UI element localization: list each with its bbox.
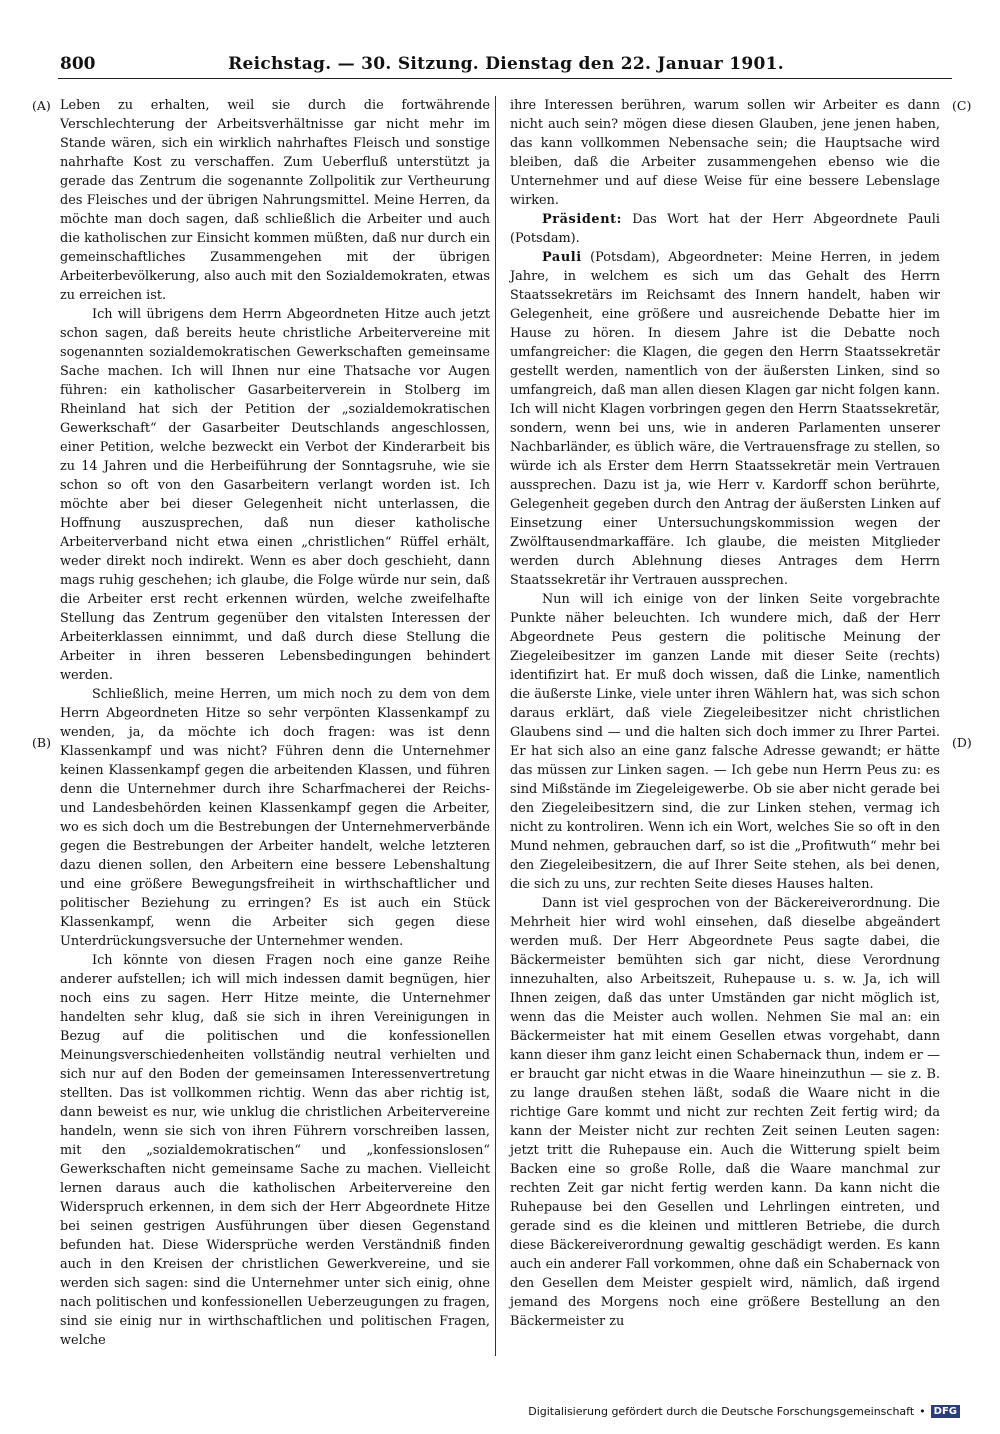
margin-marker-c: (C) bbox=[952, 98, 972, 113]
column-divider bbox=[495, 96, 496, 1356]
header-rule bbox=[58, 78, 952, 79]
left-column bbox=[60, 96, 490, 1350]
paragraph: Ich könnte von diesen Fragen noch eine ganze Reihe anderer aufstellen; ich will mich indessen damit begnügen, hier noch eins zu sagen. Herr Hitze meinte, die Unternehmer handelten sehr klug, daß sie sich in ihren Vereinigungen in Bezug auf die politischen und die konfessionellen Meinungsverschiedenheiten vollständig neutral verhielten und sich nur auf den Boden der gemeinsamen Interessenvertretung stellten. Das ist vollkommen richtig. Wenn das aber richtig ist, dann beweist es nur, wie unklug die christlichen Arbeitervereine handeln, wenn sie sich von ihren Führern vorschreiben lassen, mit den „sozialdemokratischen“ und „konfessionslosen“ Gewerkschaften nicht gemeinsame Sache zu machen. Vielleicht lernen daraus auch die katholischen Arbeitervereine den Widerspruch erkennen, in dem sich der Herr Abgeordnete Hitze bei seinen gestrigen Ausführungen über diesen Gegenstand befunden hat. Diese Widersprüche werden Verständniß finden auch in den Kreisen der christlichen Gewerkvereine, und sie werden sich sagen: sind die Unternehmer unter sich einig, ohne nach politischen und konfessionellen Ueberzeugungen zu fragen, sind sie einig nur in wirthschaftlichen und politischen Fragen, welche bbox=[60, 953, 490, 1348]
paragraph: Leben zu erhalten, weil sie durch die fortwährende Verschlechterung der Arbeitsverhältnisse gar nicht mehr im Stande wären, sich ein wirklich nahrhaftes Fleisch und sonstige nahrhafte Kost zu verschaffen. Zum Ueberfluß unterstützt ja gerade das Zentrum die sogenannte Zollpolitik zur Vertheurung des Fleisches und der übrigen Nahrungsmittel. Meine Herren, da möchte man doch sagen, daß schließlich die Arbeiter und auch die katholischen zur Einsicht kommen müßten, daß nur durch ein gemeinschaftliches Zusammengehen mit der übrigen Arbeiterbevölkerung, also auch mit den Sozialdemokraten, etwas zu erreichen ist. bbox=[60, 98, 490, 303]
paragraph: Ich will übrigens dem Herrn Abgeordneten Hitze auch jetzt schon sagen, daß bereits heute christliche Arbeitervereine mit sogenannten sozialdemokratischen Gewerkschaften gemeinsame Sache machen. Ich will Ihnen nur eine Thatsache vor Augen führen: ein katholischer Gasarbeiterverein in Stolberg im Rheinland hat sich der Petition der „sozialdemokratischen Gewerkschaft“ der Gasarbeiter Deutschlands angeschlossen, einer Petition, welche bezweckt ein Verbot der Kinderarbeit bis zu 14 Jahren und die Herbeiführung der Sonntagsruhe, wie sie schon so oft von den Gasarbeitern verlangt worden ist. Ich möchte aber bei dieser Gelegenheit nicht unterlassen, die Hoffnung auszusprechen, daß nun dieser katholische Arbeiterverband nicht etwa einen „christlichen“ Rüffel erhält, weder direkt noch indirekt. Wenn es aber doch geschieht, dann mags ruhig geschehen; ich glaube, die Folge würde nur sein, daß die Arbeiter erst recht erkennen würden, welche zweifelhafte Stellung das Zentrum gegenüber den vitalsten Interessen der Arbeiterklassen einnimmt, und daß durch diese Stellung die Arbeiter in ihren besseren Lebensbedingungen behindert werden. bbox=[60, 307, 490, 683]
running-title: Reichstag. — 30. Sitzung. Dienstag den 22. Januar 1901. bbox=[228, 54, 784, 74]
credit-text: Digitalisierung gefördert durch die Deutsche Forschungsgemeinschaft bbox=[528, 1405, 915, 1418]
margin-marker-d: (D) bbox=[952, 735, 972, 750]
paragraph: Nun will ich einige von der linken Seite vorgebrachte Punkte näher beleuchten. Ich wundere mich, daß der Herr Abgeordnete Peus gestern die politische Meinung der Ziegeleibesitzer im ganzen Lande mit dieser Seite (rechts) identifizirt hat. Er muß doch wissen, daß die Linke, namentlich die äußerste Linke, viele unter ihren Wählern hat, was sich schon daraus erklärt, daß viele Ziegeleibesitzer nicht christlichen Glaubens sind — und die halten sich doch immer zu Ihrer Partei. Er hat sich also an eine ganz falsche Adresse gewandt; er hätte das müssen zur Linken sagen. — Ich gebe nun Herrn Peus zu: es sind Mißstände im Ziegeleigewerbe. Ob sie aber nicht gerade bei den Ziegeleibesitzern sind, die zur Linken stehen, vermag ich nicht zu kontroliren. Wenn ich ein Wort, welches Sie so oft in den Mund nehmen, gebrauchen darf, so ist die „Profitwuth“ mehr bei den Ziegeleibesitzern, die auf Ihrer Seite stehen, als bei denen, die sich zu uns, zur rechten Seite dieses Hauses halten. bbox=[510, 592, 940, 892]
paragraph: ihre Interessen berühren, warum sollen wir Arbeiter es dann nicht auch sein? mögen diese diesen Glauben, jene jenen haben, das kann vollkommen Nebensache sein; die Hauptsache wird bleiben, daß die Arbeiter zusammengehen ebenso wie die Unternehmer und auf diese Weise für eine bessere Lebenslage wirken. bbox=[510, 98, 940, 208]
paragraph-pauli: Pauli (Potsdam), Abgeordneter: Meine Herren, in jedem Jahre, in welchem es sich um das Gehalt des Herrn Staatssekretärs im Reichsamt des Innern handelt, haben wir Gelegenheit, eine größere und ausreichende Debatte hier im Hause zu hören. In diesem Jahre ist die Debatte noch umfangreicher: die Klagen, die gegen den Herrn Staatssekretär gestellt werden, namentlich von der äußersten Linken, sind so umfangreich, daß man allen diesen Klagen gar nicht folgen kann. Ich will nicht Klagen vorbringen gegen den Herrn Staatssekretär, sondern, wenn bei uns, wie in anderen Parlamenten unserer Nachbarländer, es üblich wäre, die Vertrauensfrage zu stellen, so würde ich als Erster dem Herrn Staatssekretär mein Vertrauen aussprechen. Dazu ist ja, wie Herr v. Kardorff schon berührte, Gelegenheit gegeben durch den Antrag der äußersten Linken auf Einsetzung einer Untersuchungskommission wegen der Zwölftausendmarkaffäre. Ich glaube, die meisten Mitglieder werden durch Ablehnung dieses Antrages dem Herrn Staatssekretär ihr Vertrauen aussprechen. bbox=[510, 250, 940, 588]
dfg-logo: DFG bbox=[931, 1405, 960, 1418]
speaker-name: Präsident: bbox=[542, 212, 623, 227]
margin-marker-a: (A) bbox=[32, 98, 51, 113]
paragraph-president: Präsident: Das Wort hat der Herr Abgeordnete Pauli (Potsdam). bbox=[510, 212, 941, 246]
margin-marker-b: (B) bbox=[32, 735, 51, 750]
speaker-name: Pauli bbox=[542, 250, 582, 265]
paragraph: Schließlich, meine Herren, um mich noch zu dem von dem Herrn Abgeordneten Hitze so sehr verpönten Klassenkampf zu wenden, ja, da möchte ich doch fragen: was ist denn Klassenkampf und was nicht? Führen denn die Unternehmer keinen Klassenkampf gegen die arbeitenden Klassen, und führen denn die Unternehmer durch ihre Scharfmacherei der Reichs- und Landesbehörden keinen Klassenkampf gegen die Arbeiter, wo es sich doch um die Bestrebungen der Unternehmerverbände gegen die Bestrebungen der Arbeiter handelt, welche letzteren dazu dienen sollen, den Arbeitern eine bessere Lebenshaltung und eine größere Bewegungsfreiheit in wirthschaftlicher und politischer Beziehung zu erringen? Es ist auch ein Stück Klassenkampf, wenn die Arbeiter sich gegen diese Unterdrückungsversuche der Unternehmer wenden. bbox=[60, 687, 490, 949]
page-header bbox=[60, 50, 952, 78]
digitization-credit bbox=[528, 1405, 960, 1418]
paragraph: Dann ist viel gesprochen von der Bäckereiverordnung. Die Mehrheit hier wird wohl einsehen, daß dieselbe abgeändert werden muß. Der Herr Abgeordnete Peus sagte dabei, die Bäckermeister bemühten sich gar nicht, diese Verordnung innezuhalten, also Arbeitszeit, Ruhepause u. s. w. Ja, ich will Ihnen zeigen, daß das unter Umständen gar nicht möglich ist, wenn das die Meister auch wollen. Nehmen Sie mal an: ein Bäckermeister hat mit einem Gesellen etwas vorgehabt, dann kann dieser ihm ganz leicht einen Schabernack thun, indem er — er braucht gar nicht etwas in die Waare hineinzuthun — sie z. B. zu lange draußen stehen läßt, sodaß die Waare nicht in die richtige Gare kommt und nicht zur rechten Zeit fertig wird; da kann der Meister nicht zur rechten Zeit seinen Leuten sagen: jetzt tritt die Ruhepause ein. Auch die Witterung spielt beim Backen eine so große Rolle, daß die Waare manchmal zur rechten Zeit gar nicht fertig werden kann. Da kann nicht die Ruhepause bei den Gesellen und Lehrlingen eintreten, und gerade sind es die kleinen und mittleren Betriebe, die durch diese Bäckereiverordnung gewaltig geschädigt werden. Es kann auch ein anderer Fall vorkommen, ohne daß ein Schabernack von den Gesellen dem Meister gespielt wird, nämlich, daß irgend jemand des Morgens noch eine größere Bestellung an den Bäckermeister zu bbox=[510, 896, 940, 1329]
right-column bbox=[510, 96, 940, 1331]
page-number: 800 bbox=[60, 54, 96, 74]
separator-dot: • bbox=[919, 1405, 926, 1418]
